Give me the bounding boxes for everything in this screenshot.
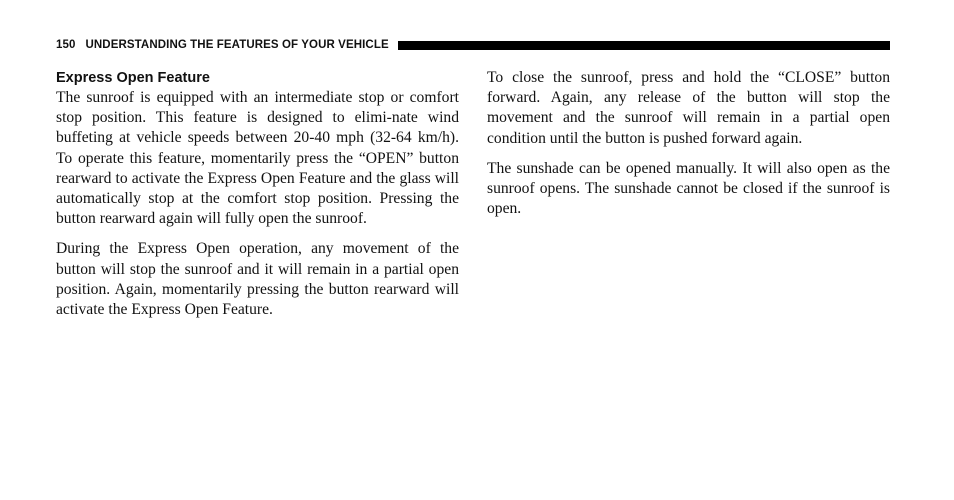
paragraph-sunshade: The sunshade can be opened manually. It will also open as the sunroof opens. The sunshade cannot be closed if the sunroof is open. [487,159,890,218]
page-number: 150 [56,39,76,51]
right-column [487,68,890,229]
header-rule [398,41,890,50]
paragraph-close-sunroof: To close the sunroof, press and hold the “CLOSE” button forward. Again, any release of the button will stop the movement and the sunroof will remain in a partial open condition until the button is pushed forward again. [487,69,890,147]
section-heading: Express Open Feature [56,70,210,86]
paragraph-intermediate-stop: The sunroof is equipped with an intermediate stop or comfort stop position. This feature is designed to elimi-nate wind buffeting at vehicle speeds between 20-40 mph (32-64 km/h). To operate this feature, momentarily press the “OPEN” button rearward to activate the Express Open Feature and the glass will automatically stop at the comfort stop position. Pressing the button rearward again will fully open the sunroof. [56,89,459,228]
left-column [56,68,459,330]
page-header [56,38,890,52]
paragraph-express-open-operation: During the Express Open operation, any movement of the button will stop the sunroof and it will remain in a partial open position. Again, momentarily pressing the button rearward will activate the Express Open Feature. [56,240,459,319]
running-title: UNDERSTANDING THE FEATURES OF YOUR VEHICLE [85,39,389,51]
